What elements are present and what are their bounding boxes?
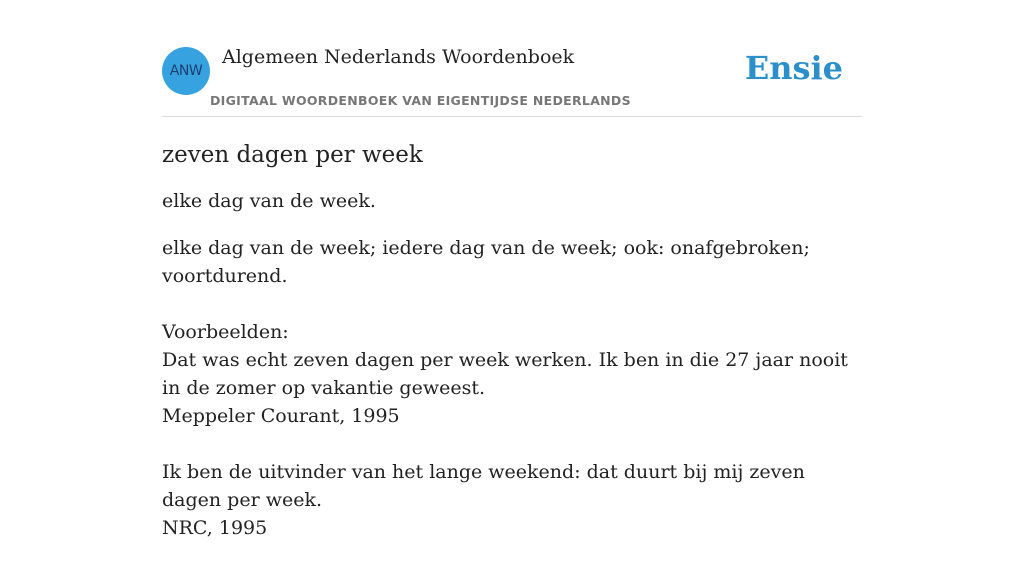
logo-text: ANW bbox=[169, 63, 203, 79]
definition: elke dag van de week; iedere dag van de week; ook: onafgebroken; voortdurend. bbox=[162, 237, 810, 287]
examples-section bbox=[162, 318, 862, 542]
anw-logo[interactable] bbox=[162, 47, 210, 95]
example-source: NRC, 1995 bbox=[162, 517, 268, 539]
brand-logo[interactable]: Ensie bbox=[744, 49, 843, 87]
entry-content bbox=[162, 138, 862, 570]
example-item bbox=[162, 346, 862, 430]
example-source: Meppeler Courant, 1995 bbox=[162, 405, 400, 427]
example-text: Dat was echt zeven dagen per week werken. Ik ben in die 27 jaar nooit in de zomer op vakantie geweest. bbox=[162, 349, 848, 399]
site-title[interactable]: Algemeen Nederlands Woordenboek bbox=[222, 46, 575, 68]
site-subtitle: DIGITAAL WOORDENBOEK VAN EIGENTIJDSE NEDERLANDS bbox=[210, 93, 631, 108]
entry-term: zeven dagen per week bbox=[162, 142, 423, 168]
examples-label: Voorbeelden: bbox=[162, 321, 289, 343]
example-item bbox=[162, 458, 862, 542]
example-text: Ik ben de uitvinder van het lange weekend: dat duurt bij mij zeven dagen per week. bbox=[162, 461, 805, 511]
short-definition: elke dag van de week. bbox=[162, 190, 376, 212]
site-header bbox=[162, 0, 862, 117]
